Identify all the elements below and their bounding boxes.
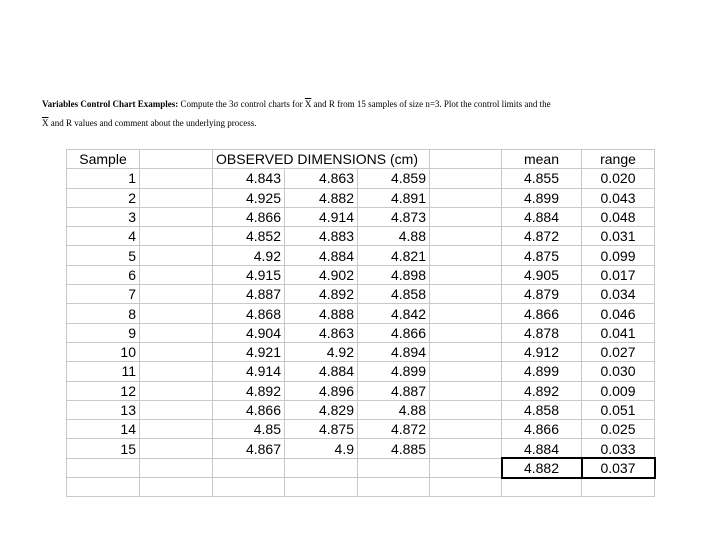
observation-3: 4.872 xyxy=(358,420,430,439)
range-value: 0.017 xyxy=(582,265,655,284)
empty-cell xyxy=(213,478,285,497)
table-row xyxy=(67,439,655,458)
empty-cell xyxy=(358,458,430,477)
empty-cell xyxy=(430,381,502,400)
sample-number: 3 xyxy=(67,207,140,226)
table-row xyxy=(67,362,655,381)
observation-2: 4.888 xyxy=(285,304,358,323)
observation-1: 4.868 xyxy=(213,304,285,323)
observation-3: 4.887 xyxy=(358,381,430,400)
grand-mean: 4.882 xyxy=(502,458,582,477)
observation-1: 4.892 xyxy=(213,381,285,400)
table-row xyxy=(67,420,655,439)
observation-3: 4.88 xyxy=(358,227,430,246)
empty-cell xyxy=(502,478,582,497)
table-row xyxy=(67,246,655,265)
empty-cell xyxy=(430,227,502,246)
observation-1: 4.866 xyxy=(213,207,285,226)
observation-2: 4.875 xyxy=(285,420,358,439)
empty-cell xyxy=(140,207,213,226)
average-range: 0.037 xyxy=(582,458,655,477)
observation-3: 4.885 xyxy=(358,439,430,458)
table-row xyxy=(67,188,655,207)
table-row xyxy=(67,381,655,400)
observation-1: 4.887 xyxy=(213,285,285,304)
range-value: 0.009 xyxy=(582,381,655,400)
mean-value: 4.879 xyxy=(502,285,582,304)
empty-cell xyxy=(285,458,358,477)
table-row xyxy=(67,285,655,304)
sample-number: 12 xyxy=(67,381,140,400)
sample-number: 13 xyxy=(67,400,140,419)
sample-number: 10 xyxy=(67,342,140,361)
range-value: 0.041 xyxy=(582,323,655,342)
range-value: 0.031 xyxy=(582,227,655,246)
sample-header: Sample xyxy=(67,150,140,169)
empty-cell xyxy=(140,381,213,400)
empty-cell xyxy=(430,150,502,169)
sample-number: 6 xyxy=(67,265,140,284)
sample-number: 11 xyxy=(67,362,140,381)
empty-cell xyxy=(140,265,213,284)
observation-1: 4.925 xyxy=(213,188,285,207)
empty-cell xyxy=(430,439,502,458)
mean-value: 4.872 xyxy=(502,227,582,246)
range-value: 0.051 xyxy=(582,400,655,419)
mean-value: 4.912 xyxy=(502,342,582,361)
range-value: 0.033 xyxy=(582,439,655,458)
empty-cell xyxy=(430,478,502,497)
empty-cell xyxy=(430,246,502,265)
empty-cell xyxy=(140,304,213,323)
table-row xyxy=(67,207,655,226)
data-table xyxy=(66,149,655,497)
empty-cell xyxy=(430,400,502,419)
empty-cell xyxy=(430,265,502,284)
observation-2: 4.884 xyxy=(285,362,358,381)
observation-2: 4.9 xyxy=(285,439,358,458)
observation-1: 4.921 xyxy=(213,342,285,361)
mean-value: 4.899 xyxy=(502,362,582,381)
observation-3: 4.899 xyxy=(358,362,430,381)
statement-text-2: and R from 15 samples of size n=3. Plot the control limits and the xyxy=(313,99,551,109)
empty-cell xyxy=(430,169,502,188)
sample-number: 8 xyxy=(67,304,140,323)
range-header: range xyxy=(582,150,655,169)
empty-cell xyxy=(140,458,213,477)
mean-value: 4.878 xyxy=(502,323,582,342)
empty-cell xyxy=(140,362,213,381)
empty-cell xyxy=(140,478,213,497)
empty-cell xyxy=(140,400,213,419)
empty-cell xyxy=(430,304,502,323)
empty-cell xyxy=(430,207,502,226)
statement-text-1: Compute the 3σ control charts for xyxy=(180,99,303,109)
observation-1: 4.915 xyxy=(213,265,285,284)
mean-value: 4.905 xyxy=(502,265,582,284)
observation-2: 4.884 xyxy=(285,246,358,265)
empty-cell xyxy=(430,362,502,381)
observation-2: 4.902 xyxy=(285,265,358,284)
summary-row xyxy=(67,458,655,477)
table-row xyxy=(67,227,655,246)
empty-cell xyxy=(67,458,140,477)
observation-3: 4.821 xyxy=(358,246,430,265)
observed-header: OBSERVED DIMENSIONS (cm) xyxy=(213,150,430,169)
empty-cell xyxy=(140,285,213,304)
observation-2: 4.914 xyxy=(285,207,358,226)
sample-number: 7 xyxy=(67,285,140,304)
range-value: 0.030 xyxy=(582,362,655,381)
empty-cell xyxy=(140,227,213,246)
mean-value: 4.875 xyxy=(502,246,582,265)
statement-line-2 xyxy=(42,114,662,133)
observation-3: 4.873 xyxy=(358,207,430,226)
statement-text-3: and R values and comment about the underlying process. xyxy=(50,118,257,128)
header-row xyxy=(67,150,655,169)
empty-cell xyxy=(430,458,502,477)
observation-1: 4.85 xyxy=(213,420,285,439)
sample-number: 15 xyxy=(67,439,140,458)
empty-cell xyxy=(213,458,285,477)
empty-cell xyxy=(140,342,213,361)
sample-number: 2 xyxy=(67,188,140,207)
observation-1: 4.867 xyxy=(213,439,285,458)
mean-value: 4.866 xyxy=(502,420,582,439)
mean-value: 4.899 xyxy=(502,188,582,207)
observation-3: 4.858 xyxy=(358,285,430,304)
empty-cell xyxy=(430,420,502,439)
observation-1: 4.92 xyxy=(213,246,285,265)
observation-2: 4.92 xyxy=(285,342,358,361)
observation-2: 4.863 xyxy=(285,323,358,342)
table-row xyxy=(67,304,655,323)
mean-value: 4.858 xyxy=(502,400,582,419)
table-row xyxy=(67,323,655,342)
mean-value: 4.892 xyxy=(502,381,582,400)
range-value: 0.020 xyxy=(582,169,655,188)
range-value: 0.099 xyxy=(582,246,655,265)
empty-cell xyxy=(430,323,502,342)
observation-3: 4.891 xyxy=(358,188,430,207)
observation-2: 4.829 xyxy=(285,400,358,419)
mean-value: 4.884 xyxy=(502,439,582,458)
observation-3: 4.859 xyxy=(358,169,430,188)
observation-1: 4.843 xyxy=(213,169,285,188)
observation-2: 4.863 xyxy=(285,169,358,188)
observation-1: 4.866 xyxy=(213,400,285,419)
xbar-symbol: $\overline{X}$ xyxy=(42,118,49,128)
range-value: 0.025 xyxy=(582,420,655,439)
observation-2: 4.882 xyxy=(285,188,358,207)
range-value: 0.048 xyxy=(582,207,655,226)
empty-row xyxy=(67,478,655,497)
xbar-symbol: $\overline{X}$ xyxy=(304,99,312,109)
empty-cell xyxy=(67,478,140,497)
table-row xyxy=(67,265,655,284)
range-value: 0.027 xyxy=(582,342,655,361)
empty-cell xyxy=(140,169,213,188)
sample-number: 5 xyxy=(67,246,140,265)
mean-value: 4.855 xyxy=(502,169,582,188)
table-body xyxy=(67,150,655,497)
observation-3: 4.898 xyxy=(358,265,430,284)
observation-3: 4.88 xyxy=(358,400,430,419)
empty-cell xyxy=(582,478,655,497)
statement-title: Variables Control Chart Examples: xyxy=(42,99,179,109)
table-row xyxy=(67,169,655,188)
observation-1: 4.852 xyxy=(213,227,285,246)
sample-number: 1 xyxy=(67,169,140,188)
empty-cell xyxy=(140,439,213,458)
empty-cell xyxy=(358,478,430,497)
observation-2: 4.883 xyxy=(285,227,358,246)
mean-header: mean xyxy=(502,150,582,169)
empty-cell xyxy=(140,188,213,207)
mean-value: 4.866 xyxy=(502,304,582,323)
sample-number: 9 xyxy=(67,323,140,342)
range-value: 0.046 xyxy=(582,304,655,323)
observation-2: 4.892 xyxy=(285,285,358,304)
empty-cell xyxy=(140,420,213,439)
observation-2: 4.896 xyxy=(285,381,358,400)
empty-cell xyxy=(430,342,502,361)
observation-1: 4.914 xyxy=(213,362,285,381)
table-row xyxy=(67,342,655,361)
empty-cell xyxy=(430,188,502,207)
observation-3: 4.842 xyxy=(358,304,430,323)
sample-number: 4 xyxy=(67,227,140,246)
observation-1: 4.904 xyxy=(213,323,285,342)
problem-statement xyxy=(42,95,662,133)
statement-line-1 xyxy=(42,95,662,114)
sample-number: 14 xyxy=(67,420,140,439)
empty-cell xyxy=(285,478,358,497)
empty-cell xyxy=(140,150,213,169)
observation-3: 4.866 xyxy=(358,323,430,342)
empty-cell xyxy=(140,246,213,265)
mean-value: 4.884 xyxy=(502,207,582,226)
table-row xyxy=(67,400,655,419)
observation-3: 4.894 xyxy=(358,342,430,361)
empty-cell xyxy=(430,285,502,304)
empty-cell xyxy=(140,323,213,342)
range-value: 0.034 xyxy=(582,285,655,304)
range-value: 0.043 xyxy=(582,188,655,207)
